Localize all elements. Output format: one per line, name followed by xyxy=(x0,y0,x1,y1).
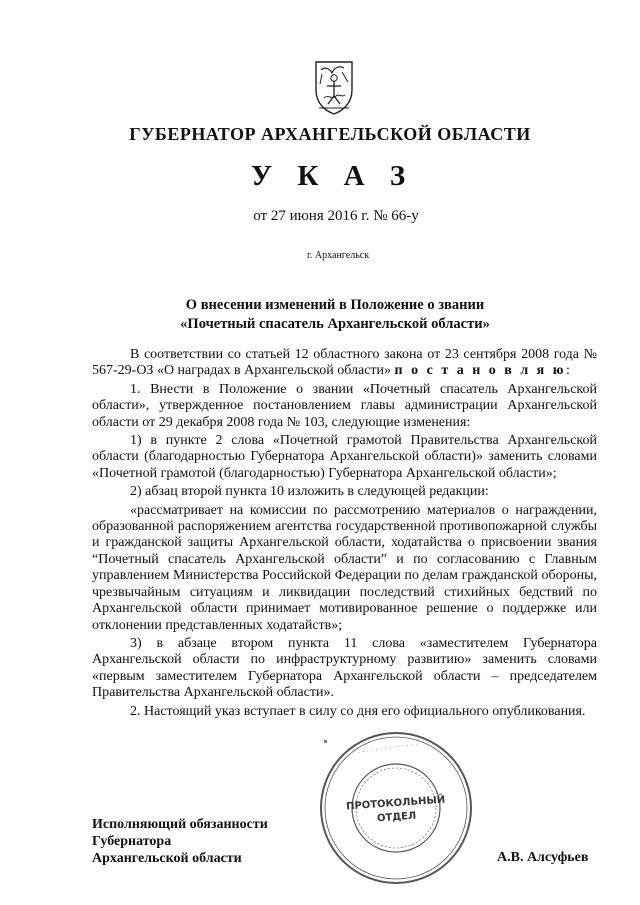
subparagraph-1-3: 3) в абзаце втором пункта 11 слова «заместителем Губернатора Архангельской области по инфраструктурному развитию» заменить словами «первым заместителем Губернатора Архангельской области – председателем Правительства Архангельской области». xyxy=(92,635,597,701)
svg-text:· · · · · · · · · · · · · ·: · · · · · · · · · · · · · · xyxy=(357,740,418,757)
signatory-position-line-3: Архангельской области xyxy=(92,851,242,866)
signatory-name: А.В. Алсуфьев xyxy=(497,850,589,865)
stamp-center-line-2: ОТДЕЛ xyxy=(376,810,417,825)
paragraph-1: 1. Внести в Положение о звании «Почетный спасатель Архангельской области», утвержденное постановлением главы администрации Архангельской области от 29 декабря 2008 года № 103, следующие изменения: xyxy=(92,381,597,430)
subparagraph-1-2: 2) абзац второй пункта 10 изложить в следующей редакции: xyxy=(130,484,489,500)
protocol-department-stamp xyxy=(318,730,474,886)
intro-text: В соответствии со статьей 12 областного закона от 23 сентября 2008 года № 567-29-ОЗ «О наградах в Архангельской области» xyxy=(92,347,597,379)
paragraph-2: 2. Настоящий указ вступает в силу со дня его официального опубликования. xyxy=(130,703,586,719)
intro-paragraph: В соответствии со статьей 12 областного закона от 23 сентября 2008 года № 567-29-ОЗ «О наградах в Архангельской области» п о с т а н о в л я ю: xyxy=(92,347,597,379)
subject-line-1: О внесении изменений в Положение о звании xyxy=(185,297,485,313)
subject-line-2: «Почетный спасатель Архангельской области» xyxy=(180,316,490,332)
stamp-center-line-1: ПРОТОКОЛЬНЫЙ xyxy=(345,794,446,813)
subparagraph-1-1: 1) в пункте 2 слова «Почетной грамотой Правительства Архангельской области (благодарностью Губернатора Архангельской области)» заменить словами «Почетной грамотой (благодарностью) Губернатора Архангельской области»; xyxy=(92,433,597,481)
document-title: У К А З xyxy=(250,160,415,192)
signatory-position-line-2: Губернатора xyxy=(92,834,172,849)
subparagraph-1-2-quote: «рассматривает на комиссии по рассмотрению материалов о награждении, образованной распоряжением агентства государственной противопожарной службы и гражданской защиты Архангельской области, ходатайства о присвоении звания “Почетный спасатель Архангельской области” и по согласованию с Главным управлением Министерства Российской Федерации по делам гражданской обороны, чрезвычайным ситуациям и ликвидации последствий стихийных бедствий по Архангельской области принимает мотивированное решение о поддержке или отклонении представленных ходатайств»; xyxy=(92,502,597,633)
signatory-position-line-1: Исполняющий обязанности xyxy=(92,817,268,832)
signatory-position xyxy=(92,816,268,867)
coat-of-arms-emblem xyxy=(312,58,356,116)
resolve-keyword: п о с т а н о в л я ю xyxy=(394,363,566,379)
decree-subject xyxy=(110,296,560,334)
issuing-authority: ГУБЕРНАТОР АРХАНГЕЛЬСКОЙ ОБЛАСТИ xyxy=(129,124,531,144)
decree-city: г. Архангельск xyxy=(306,250,370,261)
decree-body xyxy=(92,347,597,722)
decree-date-number: от 27 июня 2016 г. № 66-у xyxy=(253,208,419,224)
